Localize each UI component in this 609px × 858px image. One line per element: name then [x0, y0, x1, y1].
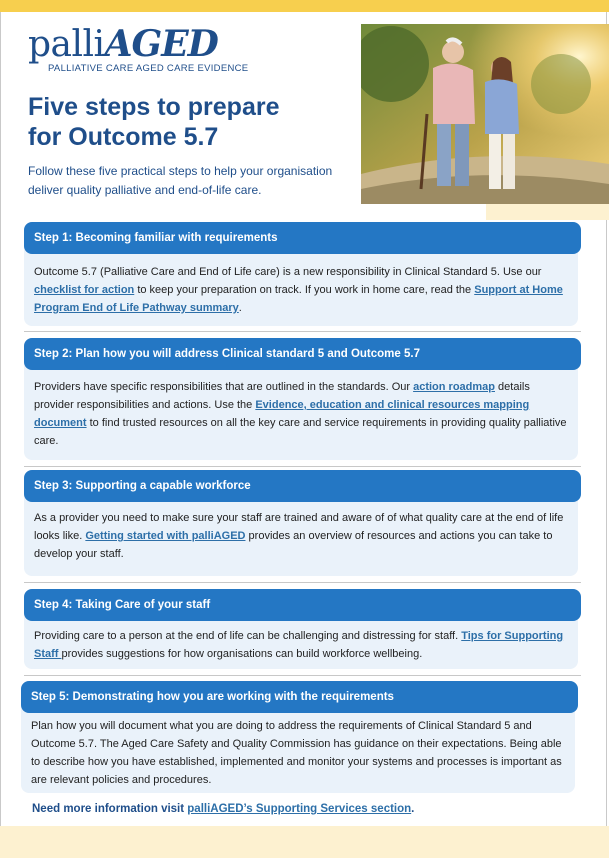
step-1-card [24, 222, 578, 326]
step-1-text-c: . [238, 302, 242, 314]
step-3-card [24, 470, 578, 576]
divider [24, 675, 581, 676]
logo-wordmark [28, 24, 248, 65]
tips-for-supporting-staff-link[interactable]: Tips for Supporting Staff [34, 630, 564, 660]
checklist-for-action-link[interactable]: checklist for action [34, 284, 135, 296]
footer-text: Need more information visit [32, 803, 188, 815]
step-4-text-b: provides suggestions for how organisations can build workforce wellbeing. [61, 648, 423, 660]
getting-started-with-palliaged-link[interactable]: Getting started with palliAGED [85, 530, 246, 542]
logo-part-aged: AGED [104, 23, 218, 65]
footer-end: . [411, 803, 415, 815]
intro-text: Follow these five practical steps to help your organisation deliver quality palliative and end-of-life care. [28, 164, 333, 197]
title-line-2: for Outcome 5.7 [28, 123, 219, 151]
resources-mapping-document-link[interactable]: Evidence, education and clinical resources mapping document [34, 399, 530, 429]
step-5-card [21, 681, 575, 793]
step-4-text-a: Providing care to a person at the end of life can be challenging and distressing for staff. [34, 630, 462, 642]
logo-part-palli: palli [28, 24, 105, 65]
divider [24, 466, 581, 467]
support-at-home-summary-link[interactable]: Support at Home Program End of Life Pathway summary [34, 284, 563, 314]
step-3-text-a: As a provider you need to make sure your staff are trained and aware of of what quality care at the end of life looks like. [34, 512, 564, 542]
page-title [28, 92, 348, 152]
action-roadmap-link[interactable]: action roadmap [413, 381, 495, 393]
step-3-text-b: provides an overview of resources and actions you can take to develop your staff. [34, 530, 553, 560]
supporting-services-link[interactable]: palliAGED’s Supporting Services section [187, 803, 412, 815]
logo-tagline: PALLIATIVE CARE AGED CARE EVIDENCE [48, 63, 249, 74]
step-2-text-a: Providers have specific responsibilities that are outlined in the standards. Our [34, 381, 414, 393]
top-accent-band [0, 0, 609, 12]
title-line-1: Five steps to prepare [28, 93, 280, 121]
step-4-heading: Step 4: Taking Care of your staff [24, 589, 581, 621]
step-1-body [34, 263, 569, 317]
step-2-body [34, 378, 569, 450]
step-1-text-a: Outcome 5.7 (Palliative Care and End of Life care) is a new responsibility in Clinical Standard 5. Use our [34, 266, 542, 278]
step-4-card [24, 589, 578, 669]
step-2-heading: Step 2: Plan how you will address Clinical standard 5 and Outcome 5.7 [24, 338, 581, 370]
palliaged-logo[interactable] [28, 24, 248, 74]
step-2-text-c: to find trusted resources on all the key care and service requirements in providing quality palliative care. [34, 417, 567, 447]
step-2-text-b: details provider responsibilities and actions. Use the [34, 381, 530, 411]
step-2-card [24, 338, 578, 460]
hero-photo [361, 24, 609, 204]
footer-note [32, 803, 414, 815]
bottom-accent-band [0, 826, 609, 858]
divider [24, 331, 581, 332]
divider [24, 582, 581, 583]
step-3-body [34, 509, 569, 563]
step-1-text-b: to keep your preparation on track. If you work in home care, read the [134, 284, 475, 296]
step-5-body: Plan how you will document what you are doing to address the requirements of Clinical Standard 5 and Outcome 5.7. The Aged Care Safety and Quality Commission has guidance on their expectations. Being able to describe how you have established, implemented and monitor your systems and processes is important as are relevant policies and procedures. [31, 720, 562, 786]
step-5-heading: Step 5: Demonstrating how you are working with the requirements [21, 681, 578, 713]
step-3-heading: Step 3: Supporting a capable workforce [24, 470, 581, 502]
step-1-heading: Step 1: Becoming familiar with requirements [24, 222, 581, 254]
step-4-body [34, 627, 569, 663]
